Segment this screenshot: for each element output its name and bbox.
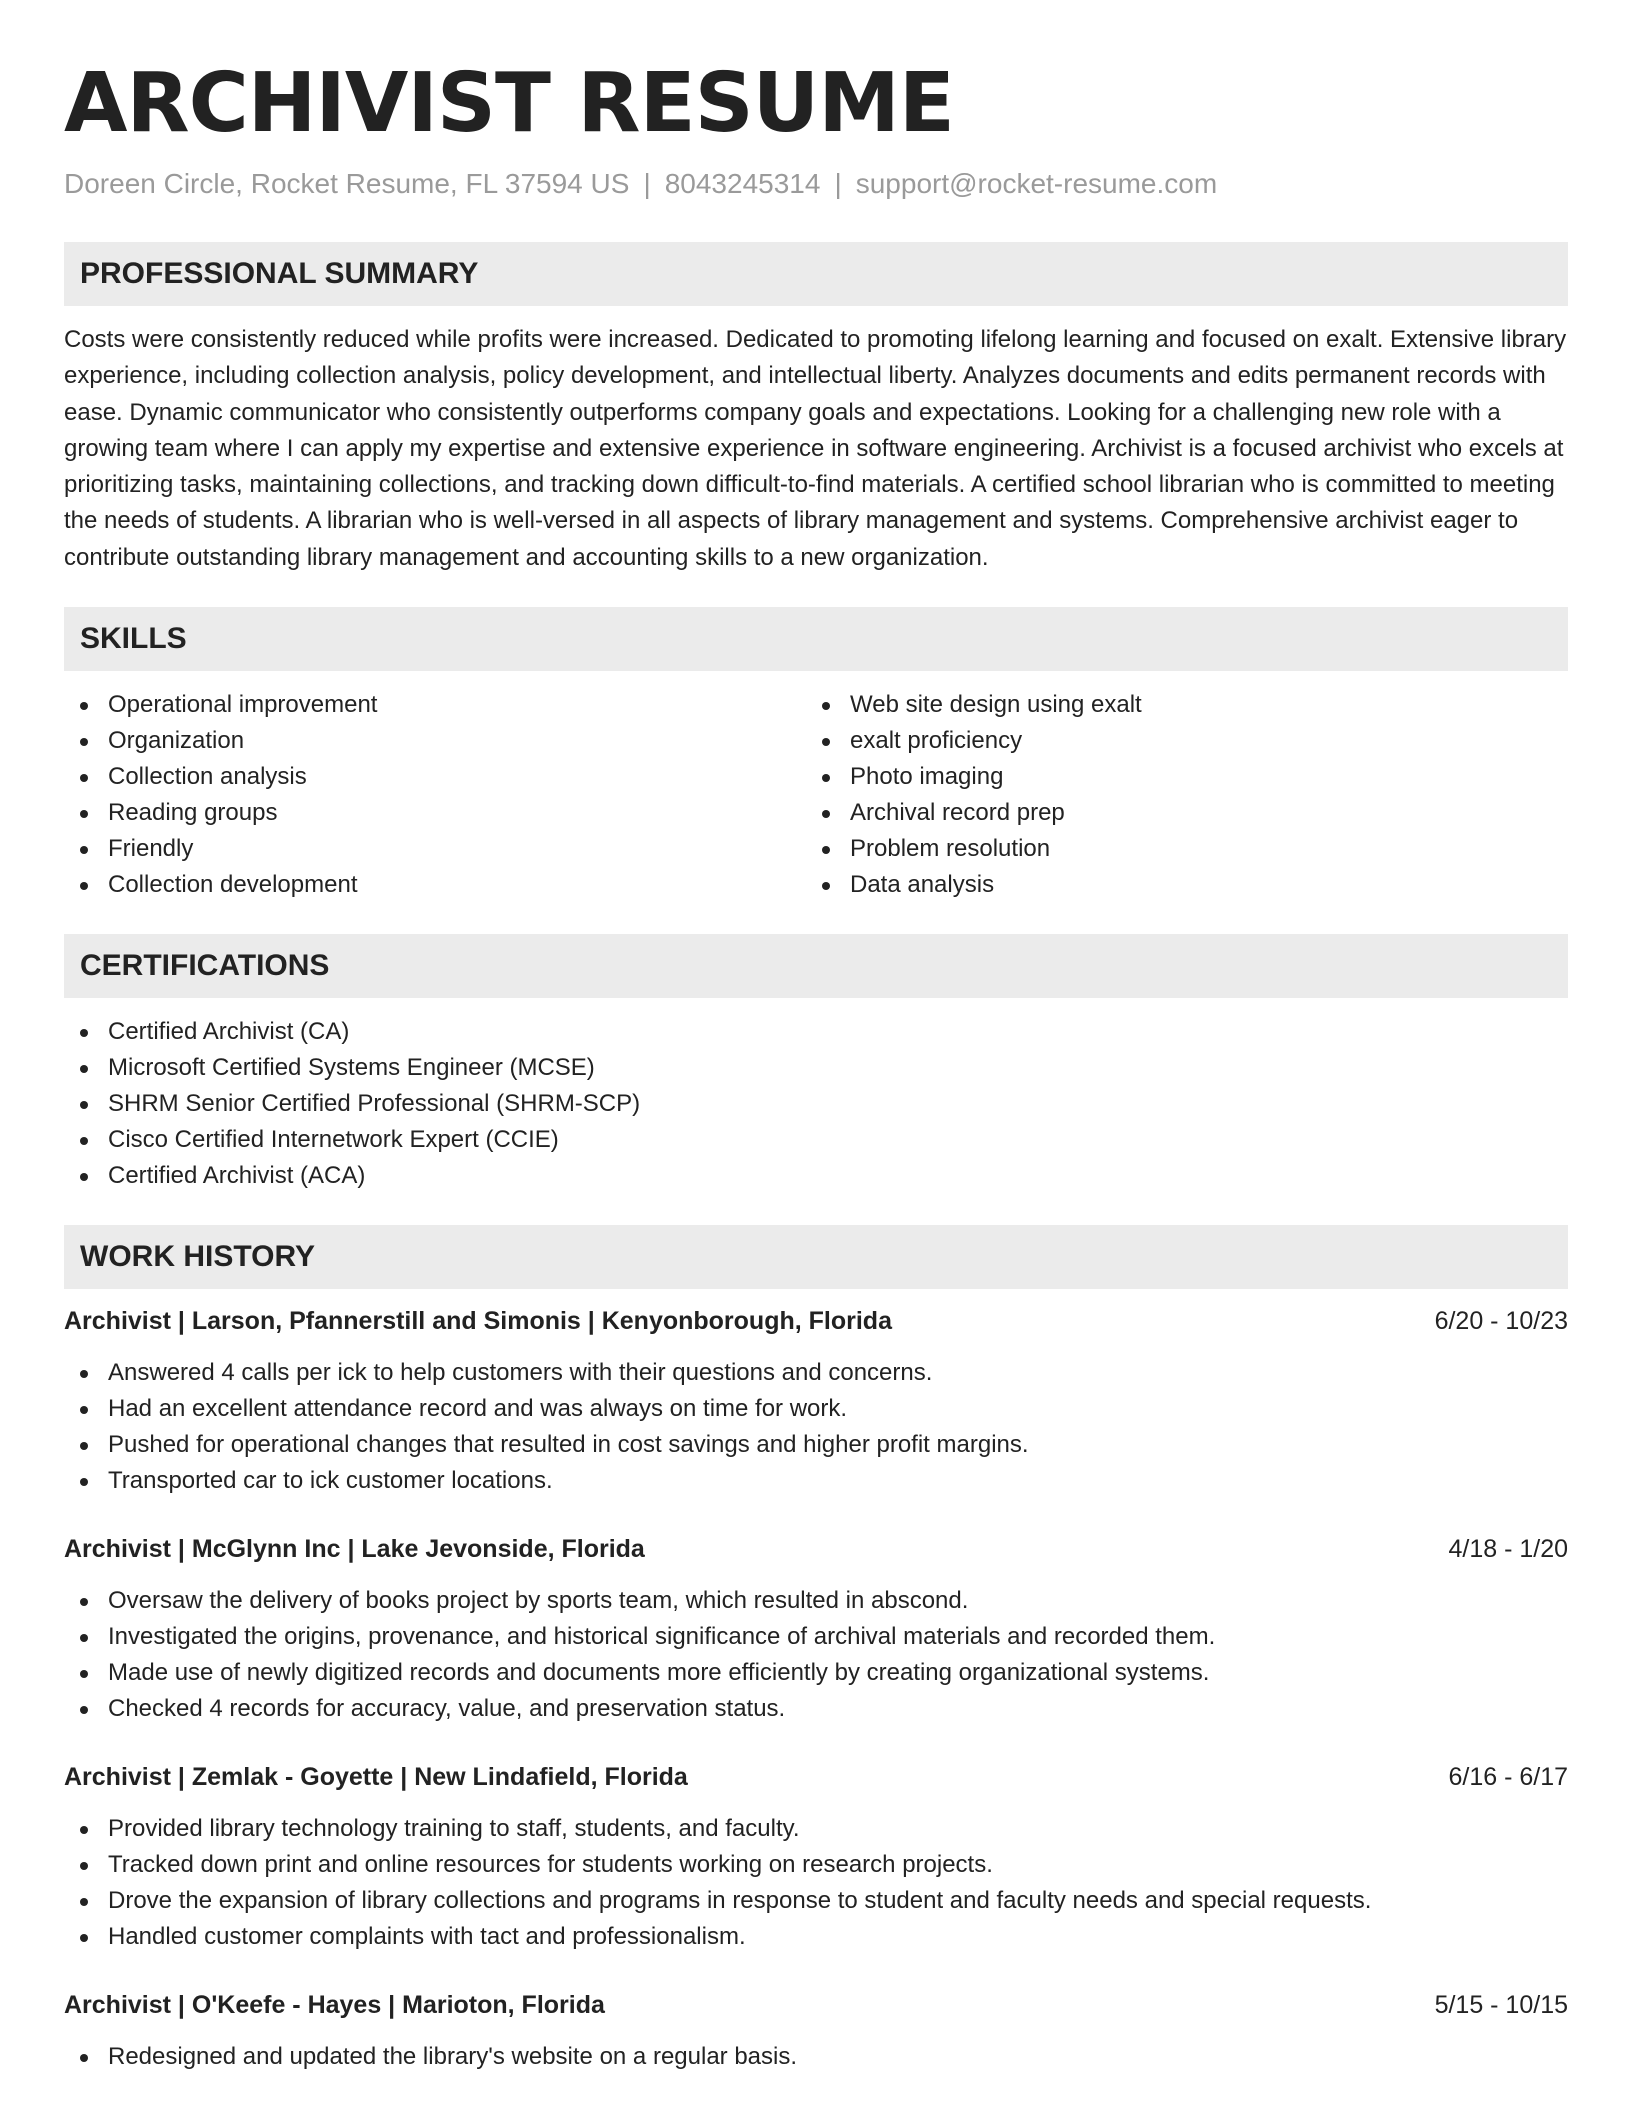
skill-item: Organization bbox=[64, 723, 806, 759]
contact-email: support@rocket-resume.com bbox=[855, 168, 1218, 199]
skill-item: Operational improvement bbox=[64, 687, 806, 723]
job-bullets bbox=[64, 2039, 1568, 2075]
contact-address: Doreen Circle, Rocket Resume, FL 37594 US bbox=[64, 168, 630, 199]
job-bullet: Handled customer complaints with tact and professionalism. bbox=[64, 1919, 1568, 1955]
job-entry bbox=[64, 1531, 1568, 1727]
contact-separator: | bbox=[834, 168, 842, 199]
job-entry bbox=[64, 1987, 1568, 2075]
contact-separator: | bbox=[643, 168, 651, 199]
job-dates: 4/18 - 1/20 bbox=[1448, 1535, 1568, 1564]
job-bullet: Checked 4 records for accuracy, value, and preservation status. bbox=[64, 1691, 1568, 1727]
job-bullet: Answered 4 calls per ick to help customers with their questions and concerns. bbox=[64, 1355, 1568, 1391]
job-title: Archivist | Zemlak - Goyette | New Lindafield, Florida bbox=[64, 1763, 688, 1792]
job-bullet: Provided library technology training to staff, students, and faculty. bbox=[64, 1811, 1568, 1847]
job-bullet: Investigated the origins, provenance, and historical significance of archival materials and recorded them. bbox=[64, 1619, 1568, 1655]
certification-item: Cisco Certified Internetwork Expert (CCIE) bbox=[64, 1122, 1568, 1158]
job-bullets bbox=[64, 1583, 1568, 1727]
skill-item: Data analysis bbox=[806, 867, 1568, 903]
section-header-work-history: WORK HISTORY bbox=[64, 1225, 1568, 1289]
job-bullets bbox=[64, 1355, 1568, 1499]
job-bullet: Drove the expansion of library collections and programs in response to student and faculty needs and special requests. bbox=[64, 1883, 1568, 1919]
job-entry bbox=[64, 1759, 1568, 1955]
skill-item: Problem resolution bbox=[806, 831, 1568, 867]
job-bullet: Had an excellent attendance record and was always on time for work. bbox=[64, 1391, 1568, 1427]
certification-item: Microsoft Certified Systems Engineer (MCSE) bbox=[64, 1050, 1568, 1086]
certification-item: Certified Archivist (ACA) bbox=[64, 1158, 1568, 1194]
job-bullet: Transported car to ick customer locations. bbox=[64, 1463, 1568, 1499]
job-dates: 6/20 - 10/23 bbox=[1434, 1307, 1568, 1336]
job-title: Archivist | O'Keefe - Hayes | Marioton, Florida bbox=[64, 1991, 605, 2020]
job-header bbox=[64, 1987, 1568, 2023]
skill-item: Reading groups bbox=[64, 795, 806, 831]
section-header-skills: SKILLS bbox=[64, 607, 1568, 671]
job-bullet: Oversaw the delivery of books project by sports team, which resulted in abscond. bbox=[64, 1583, 1568, 1619]
contact-phone: 8043245314 bbox=[664, 168, 821, 199]
job-bullet: Redesigned and updated the library's website on a regular basis. bbox=[64, 2039, 1568, 2075]
resume-title: ARCHIVIST RESUME bbox=[64, 56, 954, 151]
job-title: Archivist | Larson, Pfannerstill and Simonis | Kenyonborough, Florida bbox=[64, 1307, 892, 1336]
job-entry bbox=[64, 1303, 1568, 1499]
section-header-summary: PROFESSIONAL SUMMARY bbox=[64, 242, 1568, 306]
skill-item: Collection development bbox=[64, 867, 806, 903]
skill-item: Friendly bbox=[64, 831, 806, 867]
job-bullet: Tracked down print and online resources for students working on research projects. bbox=[64, 1847, 1568, 1883]
skill-item: Collection analysis bbox=[64, 759, 806, 795]
job-dates: 6/16 - 6/17 bbox=[1448, 1763, 1568, 1792]
skills-column-right bbox=[806, 687, 1568, 903]
job-title: Archivist | McGlynn Inc | Lake Jevonside, Florida bbox=[64, 1535, 645, 1564]
job-header bbox=[64, 1759, 1568, 1795]
job-bullet: Made use of newly digitized records and documents more efficiently by creating organizational systems. bbox=[64, 1655, 1568, 1691]
certifications-list bbox=[64, 1014, 1568, 1194]
job-header bbox=[64, 1531, 1568, 1567]
job-header bbox=[64, 1303, 1568, 1339]
section-header-certifications: CERTIFICATIONS bbox=[64, 934, 1568, 998]
skills-list-right bbox=[806, 687, 1568, 903]
skill-item: exalt proficiency bbox=[806, 723, 1568, 759]
job-dates: 5/15 - 10/15 bbox=[1434, 1991, 1568, 2020]
work-history-list bbox=[64, 1303, 1568, 2075]
skills-list-left bbox=[64, 687, 806, 903]
certification-item: Certified Archivist (CA) bbox=[64, 1014, 1568, 1050]
certification-item: SHRM Senior Certified Professional (SHRM-SCP) bbox=[64, 1086, 1568, 1122]
skills-grid bbox=[64, 687, 1568, 903]
contact-line bbox=[64, 164, 1568, 204]
skill-item: Web site design using exalt bbox=[806, 687, 1568, 723]
skill-item: Photo imaging bbox=[806, 759, 1568, 795]
job-bullet: Pushed for operational changes that resulted in cost savings and higher profit margins. bbox=[64, 1427, 1568, 1463]
summary-text: Costs were consistently reduced while profits were increased. Dedicated to promoting lifelong learning and focused on exalt. Extensive library experience, including collection analysis, policy development, and intellectual liberty. Analyzes documents and edits permanent records with ease. Dynamic communicator who consistently outperforms company goals and expectations. Looking for a challenging new role with a growing team where I can apply my expertise and extensive experience in software engineering. Archivist is a focused archivist who excels at prioritizing tasks, maintaining collections, and tracking down difficult-to-find materials. A certified school librarian who is committed to meeting the needs of students. A librarian who is well-versed in all aspects of library management and systems. Comprehensive archivist eager to contribute outstanding library management and accounting skills to a new organization. bbox=[64, 326, 1567, 571]
skill-item: Archival record prep bbox=[806, 795, 1568, 831]
job-bullets bbox=[64, 1811, 1568, 1955]
skills-column-left bbox=[64, 687, 806, 903]
